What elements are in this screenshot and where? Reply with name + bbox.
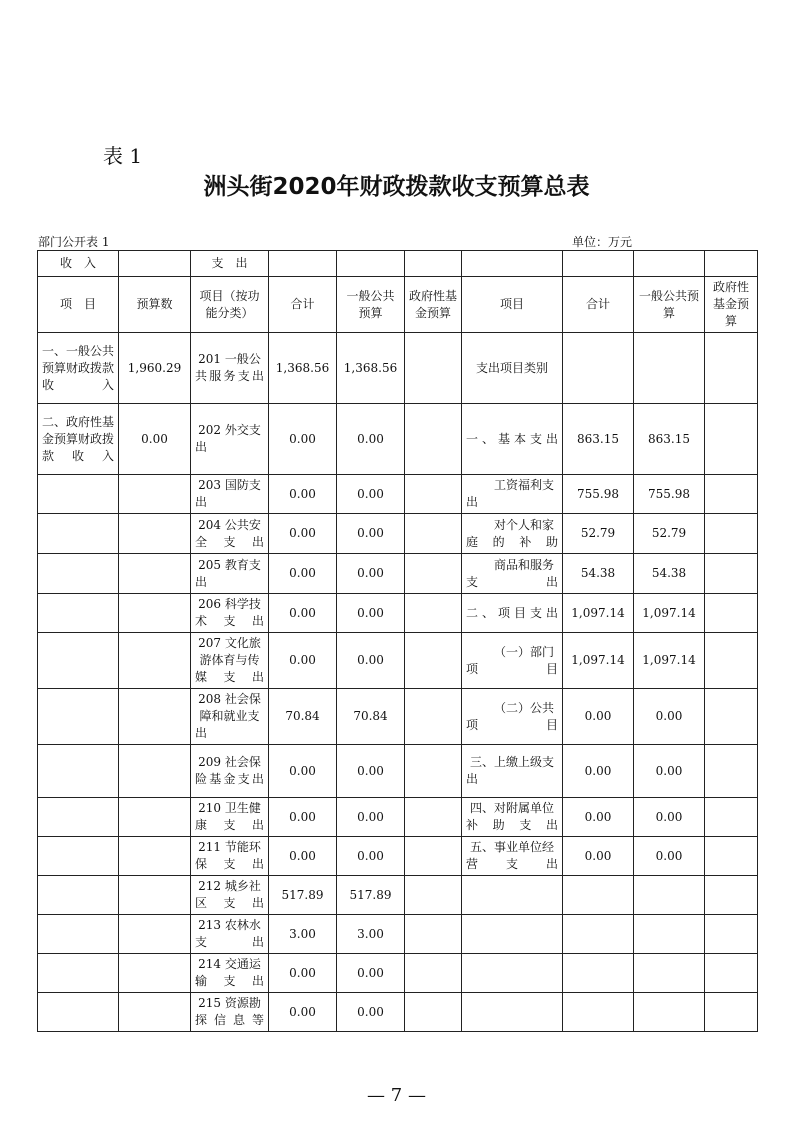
gov-fund-cell (405, 876, 462, 915)
income-amount-cell (119, 954, 191, 993)
income-item-cell (38, 993, 119, 1032)
econ-gov-fund-cell (705, 475, 758, 514)
total-cell: 0.00 (269, 745, 337, 798)
table-row (38, 993, 758, 1032)
income-amount-cell (119, 514, 191, 554)
table-row (38, 876, 758, 915)
econ-item-cell: 四、对附属单位补助支出 (462, 798, 563, 837)
gov-fund-cell (405, 514, 462, 554)
income-item-cell (38, 475, 119, 514)
total-cell: 0.00 (269, 993, 337, 1032)
general-budget-cell: 1,368.56 (337, 333, 405, 404)
document-title: 洲头街2020年财政拨款收支预算总表 (203, 174, 590, 200)
total-cell: 1,368.56 (269, 333, 337, 404)
col-header-item: 项 目 (38, 277, 119, 333)
econ-general-budget-cell: 0.00 (634, 689, 705, 745)
func-item-cell: 205 教育支出 (191, 554, 269, 594)
budget-table-body (38, 251, 758, 1032)
table-label: 表 1 (103, 144, 143, 168)
general-budget-cell: 0.00 (337, 798, 405, 837)
table-row (38, 514, 758, 554)
econ-item-cell (462, 993, 563, 1032)
total-cell: 3.00 (269, 915, 337, 954)
econ-general-budget-cell: 863.15 (634, 404, 705, 475)
func-item-cell: 211 节能环保支出 (191, 837, 269, 876)
total-cell: 0.00 (269, 594, 337, 633)
table-row (38, 554, 758, 594)
func-item-cell: 210 卫生健康支出 (191, 798, 269, 837)
general-budget-cell: 0.00 (337, 514, 405, 554)
econ-general-budget-cell: 52.79 (634, 514, 705, 554)
general-budget-cell: 3.00 (337, 915, 405, 954)
general-budget-cell: 0.00 (337, 745, 405, 798)
total-cell: 0.00 (269, 554, 337, 594)
gov-fund-cell (405, 554, 462, 594)
general-budget-cell: 517.89 (337, 876, 405, 915)
econ-item-cell: 二、项目支出 (462, 594, 563, 633)
econ-gov-fund-cell (705, 745, 758, 798)
income-amount-cell: 1,960.29 (119, 333, 191, 404)
econ-general-budget-cell: 1,097.14 (634, 594, 705, 633)
gov-fund-cell (405, 993, 462, 1032)
func-item-cell: 215 资源勘探信息等 (191, 993, 269, 1032)
table-row (38, 594, 758, 633)
econ-general-budget-cell (634, 915, 705, 954)
func-item-cell: 203 国防支出 (191, 475, 269, 514)
econ-general-budget-cell: 0.00 (634, 837, 705, 876)
gov-fund-cell (405, 798, 462, 837)
general-budget-cell: 0.00 (337, 633, 405, 689)
page-number: — 7 — (367, 1085, 426, 1106)
table-row (38, 745, 758, 798)
econ-general-budget-cell (634, 993, 705, 1032)
econ-gov-fund-cell (705, 333, 758, 404)
col-header-general-budget2: 一般公共预算 (634, 277, 705, 333)
econ-gov-fund-cell (705, 689, 758, 745)
income-item-cell (38, 633, 119, 689)
econ-general-budget-cell (634, 876, 705, 915)
general-budget-cell: 0.00 (337, 594, 405, 633)
income-item-cell: 一、一般公共预算财政拨款收入 (38, 333, 119, 404)
income-amount-cell (119, 876, 191, 915)
econ-general-budget-cell: 1,097.14 (634, 633, 705, 689)
econ-total-cell (563, 993, 634, 1032)
econ-item-cell: 五、事业单位经营支出 (462, 837, 563, 876)
func-item-cell: 213 农林水支出 (191, 915, 269, 954)
econ-item-cell: 对个人和家庭的补助 (462, 514, 563, 554)
general-budget-cell: 0.00 (337, 404, 405, 475)
gov-fund-cell (405, 689, 462, 745)
econ-gov-fund-cell (705, 633, 758, 689)
general-budget-cell: 0.00 (337, 954, 405, 993)
econ-total-cell (563, 876, 634, 915)
gov-fund-cell (405, 404, 462, 475)
econ-gov-fund-cell (705, 514, 758, 554)
gov-fund-cell (405, 475, 462, 514)
econ-item-cell: （二）公共项目 (462, 689, 563, 745)
gov-fund-cell (405, 915, 462, 954)
total-cell: 0.00 (269, 837, 337, 876)
general-budget-cell: 0.00 (337, 475, 405, 514)
econ-general-budget-cell: 0.00 (634, 745, 705, 798)
econ-gov-fund-cell (705, 554, 758, 594)
econ-item-cell (462, 954, 563, 993)
income-amount-cell (119, 594, 191, 633)
econ-total-cell: 54.38 (563, 554, 634, 594)
col-header-general-budget: 一般公共预算 (337, 277, 405, 333)
gov-fund-cell (405, 594, 462, 633)
budget-table (37, 250, 758, 1032)
income-amount-cell (119, 554, 191, 594)
income-item-cell (38, 689, 119, 745)
econ-total-cell: 755.98 (563, 475, 634, 514)
func-item-cell: 214 交通运输支出 (191, 954, 269, 993)
form-code: 部门公开表 1 (38, 235, 110, 249)
col-header-gov-fund: 政府性基金预算 (405, 277, 462, 333)
col-header-total2: 合计 (563, 277, 634, 333)
econ-total-cell (563, 954, 634, 993)
total-cell: 0.00 (269, 475, 337, 514)
general-budget-cell: 0.00 (337, 837, 405, 876)
gov-fund-cell (405, 837, 462, 876)
total-cell: 0.00 (269, 404, 337, 475)
income-amount-cell (119, 798, 191, 837)
income-amount-cell (119, 837, 191, 876)
income-amount-cell (119, 689, 191, 745)
econ-general-budget-cell: 755.98 (634, 475, 705, 514)
general-budget-cell: 0.00 (337, 554, 405, 594)
econ-item-cell: 商品和服务支出 (462, 554, 563, 594)
func-item-cell: 204 公共安全支出 (191, 514, 269, 554)
econ-general-budget-cell: 54.38 (634, 554, 705, 594)
income-item-cell (38, 594, 119, 633)
total-cell: 70.84 (269, 689, 337, 745)
col-header-econ-item: 项目 (462, 277, 563, 333)
econ-gov-fund-cell (705, 594, 758, 633)
econ-gov-fund-cell (705, 837, 758, 876)
group-header-row (38, 251, 758, 277)
col-header-total: 合计 (269, 277, 337, 333)
econ-total-cell: 1,097.14 (563, 633, 634, 689)
econ-item-cell: 工资福利支出 (462, 475, 563, 514)
func-item-cell: 209 社会保险基金支出 (191, 745, 269, 798)
econ-total-cell: 0.00 (563, 837, 634, 876)
general-budget-cell: 70.84 (337, 689, 405, 745)
income-amount-cell (119, 915, 191, 954)
income-item-cell (38, 514, 119, 554)
func-item-cell: 207 文化旅游体育与传媒支出 (191, 633, 269, 689)
econ-general-budget-cell (634, 954, 705, 993)
col-header-budget-amount: 预算数 (119, 277, 191, 333)
income-group-header: 收 入 (38, 251, 119, 277)
total-cell: 0.00 (269, 798, 337, 837)
econ-total-cell: 863.15 (563, 404, 634, 475)
econ-gov-fund-cell (705, 404, 758, 475)
econ-item-cell: 三、上缴上级支出 (462, 745, 563, 798)
income-item-cell (38, 798, 119, 837)
table-row (38, 915, 758, 954)
unit-label: 单位：万元 (572, 235, 633, 249)
income-item-cell (38, 554, 119, 594)
table-row (38, 798, 758, 837)
table-row (38, 333, 758, 404)
col-header-gov-fund2: 政府性基金预算 (705, 277, 758, 333)
table-row (38, 954, 758, 993)
func-item-cell: 208 社会保障和就业支出 (191, 689, 269, 745)
func-item-cell: 206 科学技术支出 (191, 594, 269, 633)
income-item-cell: 二、政府性基金预算财政拨款收入 (38, 404, 119, 475)
income-amount-cell (119, 633, 191, 689)
table-row (38, 404, 758, 475)
econ-item-cell (462, 915, 563, 954)
table-row (38, 633, 758, 689)
econ-item-cell: （一）部门项目 (462, 633, 563, 689)
table-row (38, 837, 758, 876)
column-header-row (38, 277, 758, 333)
func-item-cell: 201 一般公共服务支出 (191, 333, 269, 404)
econ-total-cell (563, 333, 634, 404)
econ-general-budget-cell (634, 333, 705, 404)
income-item-cell (38, 745, 119, 798)
func-item-cell: 212 城乡社区支出 (191, 876, 269, 915)
table-row (38, 475, 758, 514)
income-amount-cell: 0.00 (119, 404, 191, 475)
econ-total-cell (563, 915, 634, 954)
income-amount-cell (119, 745, 191, 798)
income-item-cell (38, 876, 119, 915)
total-cell: 0.00 (269, 514, 337, 554)
econ-gov-fund-cell (705, 876, 758, 915)
income-amount-cell (119, 993, 191, 1032)
total-cell: 0.00 (269, 954, 337, 993)
total-cell: 517.89 (269, 876, 337, 915)
total-cell: 0.00 (269, 633, 337, 689)
econ-gov-fund-cell (705, 954, 758, 993)
econ-item-cell (462, 876, 563, 915)
econ-total-cell: 0.00 (563, 745, 634, 798)
gov-fund-cell (405, 954, 462, 993)
econ-gov-fund-cell (705, 798, 758, 837)
econ-gov-fund-cell (705, 993, 758, 1032)
econ-total-cell: 1,097.14 (563, 594, 634, 633)
income-item-cell (38, 837, 119, 876)
econ-item-cell: 一、基本支出 (462, 404, 563, 475)
econ-total-cell: 0.00 (563, 689, 634, 745)
econ-general-budget-cell: 0.00 (634, 798, 705, 837)
econ-total-cell: 0.00 (563, 798, 634, 837)
income-item-cell (38, 954, 119, 993)
func-item-cell: 202 外交支出 (191, 404, 269, 475)
general-budget-cell: 0.00 (337, 993, 405, 1032)
econ-total-cell: 52.79 (563, 514, 634, 554)
expense-group-header: 支 出 (191, 251, 269, 277)
econ-gov-fund-cell (705, 915, 758, 954)
econ-item-cell: 支出项目类别 (462, 333, 563, 404)
col-header-func-item: 项目（按功能分类） (191, 277, 269, 333)
income-amount-cell (119, 475, 191, 514)
gov-fund-cell (405, 633, 462, 689)
gov-fund-cell (405, 333, 462, 404)
income-item-cell (38, 915, 119, 954)
table-row (38, 689, 758, 745)
gov-fund-cell (405, 745, 462, 798)
